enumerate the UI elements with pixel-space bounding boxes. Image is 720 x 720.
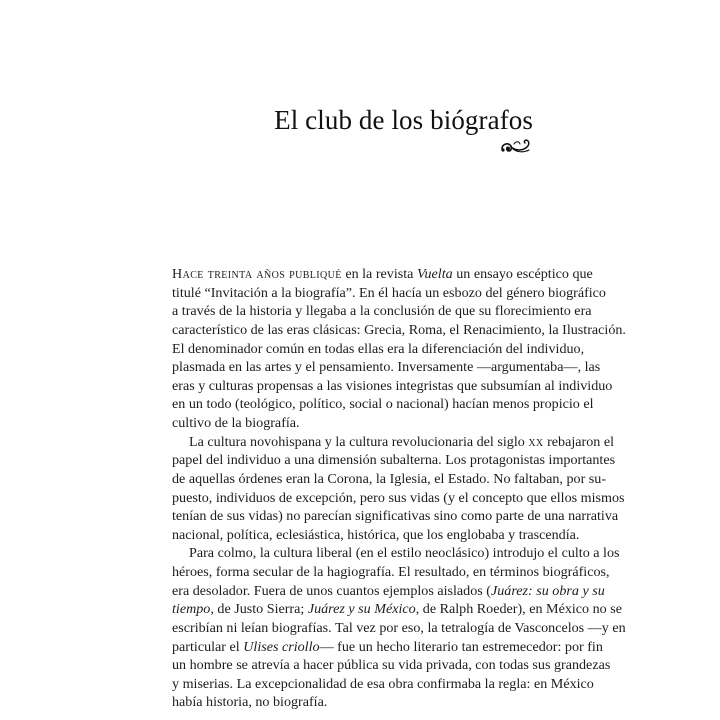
text-span: un ensayo escéptico que xyxy=(452,266,593,282)
century-numeral: xx xyxy=(528,433,544,450)
fleuron-ornament-icon xyxy=(170,138,533,156)
text-line xyxy=(172,433,614,452)
text-line: plasmada en las artes y el pensamiento. Inversamente —argumentaba—, las xyxy=(172,359,601,376)
text-span: rebajaron el xyxy=(543,433,614,450)
text-line: en un todo (teológico, político, social o nacional) hacían menos propicio el xyxy=(172,396,594,413)
text-span: en la revista xyxy=(341,266,417,282)
text-line: a través de la historia y llegaba a la conclusión de que su florecimiento era xyxy=(172,303,592,320)
lead-in-smallcaps: Hace treinta años publiqué xyxy=(172,266,342,282)
text-span: particular el xyxy=(172,638,244,655)
text-span: , de Ralph Roeder), en México no se xyxy=(415,601,622,618)
text-line: de aquellas órdenes eran la Corona, la Iglesia, el Estado. No faltaban, por su- xyxy=(172,470,607,487)
text-line: titulé “Invitación a la biografía”. En él hacía un esbozo del género biográfico xyxy=(172,284,606,301)
book-title-juarez-obra-cont: tiempo xyxy=(172,601,211,618)
text-line: tenían de sus vidas) no parecían significativas sino como parte de una narrativa xyxy=(172,508,619,525)
chapter-body xyxy=(172,265,626,712)
text-line: había historia, no biografía. xyxy=(172,694,328,711)
chapter-title: El club de los biógrafos xyxy=(274,105,533,135)
text-span: — fue un hecho literario tan estremecedor: por fin xyxy=(319,638,603,655)
paragraph-2 xyxy=(172,433,625,545)
text-line xyxy=(172,265,593,284)
text-span: , de Justo Sierra; xyxy=(210,601,308,618)
text-line: héroes, forma secular de la hagiografía. El resultado, en términos biográficos, xyxy=(172,564,610,580)
text-line xyxy=(172,638,603,657)
text-line: característico de las eras clásicas: Grecia, Roma, el Renacimiento, la Ilustración. xyxy=(172,321,626,338)
text-line: escribían ni leían biografías. Tal vez por eso, la tetralogía de Vasconcelos —y en xyxy=(172,619,626,636)
text-span: La cultura novohispana y la cultura revolucionaria del siglo xyxy=(189,433,529,450)
text-line: Para colmo, la cultura liberal (en el estilo neoclásico) introdujo el culto a los xyxy=(189,545,620,562)
paragraph-3 xyxy=(172,544,626,712)
text-line xyxy=(172,600,622,619)
paragraph-1 xyxy=(172,265,626,433)
text-line: eras y culturas propensas a las visiones integristas que subsumían al individuo xyxy=(172,377,613,394)
text-line: un hombre se atrevía a hacer pública su vida privada, con todas sus grandezas xyxy=(172,657,611,674)
text-line xyxy=(172,582,605,601)
text-line: papel del individuo a una dimensión subalterna. Los protagonistas importantes xyxy=(172,452,616,469)
book-title-ulises-criollo: Ulises criollo xyxy=(243,638,320,655)
book-title-juarez-obra: Juárez: su obra y su xyxy=(490,582,605,599)
chapter-heading xyxy=(170,104,533,156)
text-line: El denominador común en todas ellas era la diferenciación del individuo, xyxy=(172,340,585,357)
journal-title-vuelta: Vuelta xyxy=(416,266,453,282)
book-title-juarez-mexico: Juárez y su México xyxy=(307,601,416,618)
text-span: era desolador. Fuera de unos cuantos ejemplos aislados ( xyxy=(172,582,491,599)
text-line: y miserias. La excepcionalidad de esa obra confirmaba la regla: en México xyxy=(172,675,594,692)
text-line: nacional, política, eclesiástica, histórica, que los englobaba y trascendía. xyxy=(172,526,580,543)
text-line: cultivo de la biografía. xyxy=(172,415,300,431)
text-line: puesto, individuos de excepción, pero sus vidas (y el concepto que ellos mismos xyxy=(172,489,625,506)
